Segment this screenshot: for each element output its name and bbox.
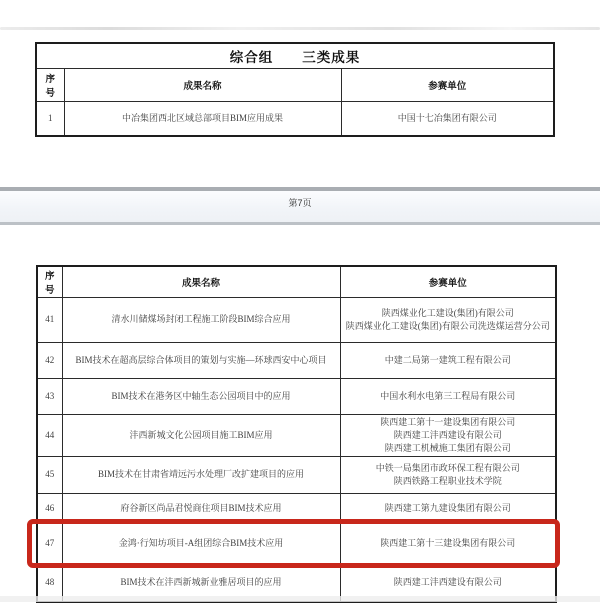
- unit-line: 中国十七冶集团有限公司: [397, 112, 497, 123]
- unit-cell: [340, 457, 556, 494]
- table-row: [37, 379, 556, 415]
- column-header-result-name: 成果名称: [62, 266, 340, 298]
- unit-line: 陕西煤业化工建设(集团)有限公司: [381, 307, 514, 318]
- page-number-label: 第7页: [288, 198, 312, 208]
- unit-cell: [340, 298, 556, 343]
- unit-line: 陕西建工第十一建设集团有限公司: [380, 417, 516, 427]
- unit-line: 陕西建工沣西建设有限公司: [393, 430, 502, 441]
- result-name-cell: 金鸿·行知坊项目-A组团综合BIM技术应用: [62, 524, 340, 564]
- unit-line: 陕西铁路工程职业技术学院: [393, 476, 502, 487]
- row-index-cell: 46: [37, 494, 62, 524]
- unit-cell: [340, 524, 556, 564]
- page-bottom-edge: [0, 596, 600, 602]
- unit-cell: [340, 494, 556, 524]
- unit-cell: [341, 102, 554, 136]
- column-header-unit: 参赛单位: [340, 266, 556, 298]
- unit-line: 陕西建工第十三建设集团有限公司: [380, 538, 516, 549]
- column-header-index: 序号: [36, 69, 64, 102]
- row-index-cell: 1: [36, 102, 64, 136]
- unit-line: 陕西建工沣西建设有限公司: [393, 576, 502, 587]
- table-body: [36, 102, 554, 136]
- unit-line: 陕西煤业化工建设(集团)有限公司洗选煤运营分公司: [345, 321, 550, 331]
- unit-line: 中铁一局集团市政环保工程有限公司: [375, 463, 520, 474]
- table-header-row: [36, 69, 554, 102]
- unit-cell: [340, 379, 556, 415]
- unit-line: 中国水利水电第三工程局有限公司: [380, 390, 516, 401]
- result-name-cell: 清水川储煤场封闭工程施工阶段BIM综合应用: [62, 298, 340, 343]
- result-name-cell: 府谷新区尚品君悦商住项目BIM技术应用: [62, 494, 340, 524]
- row-index-cell: 47: [37, 524, 62, 564]
- scan-artifact-line: [0, 27, 600, 30]
- unit-line: 中建二局第一建筑工程有限公司: [384, 354, 511, 365]
- row-index-cell: 45: [37, 457, 62, 494]
- row-index-cell: 48: [37, 564, 62, 602]
- table-row: [37, 457, 556, 494]
- column-header-unit: 参赛单位: [341, 69, 554, 102]
- row-index-cell: 43: [37, 379, 62, 415]
- table-row: [37, 494, 556, 524]
- table-row: [37, 524, 556, 564]
- results-table-bottom: [36, 265, 557, 603]
- table-header-row: [37, 266, 556, 298]
- table-row: [37, 343, 556, 379]
- table-row: [36, 102, 554, 136]
- unit-cell: [340, 415, 556, 457]
- table-body: [37, 298, 556, 602]
- result-name-cell: 沣西新城文化公园项目施工BIM应用: [62, 415, 340, 457]
- unit-line: 陕西建工机械施工集团有限公司: [384, 443, 511, 454]
- result-name-cell: BIM技术在港务区中轴生态公园项目中的应用: [62, 379, 340, 415]
- table-row: [37, 298, 556, 343]
- row-index-cell: 44: [37, 415, 62, 457]
- page-separator: [0, 187, 600, 225]
- result-name-cell: BIM技术在超高层综合体项目的策划与实施—环球西安中心项目: [62, 343, 340, 379]
- table-title-row: [36, 43, 554, 69]
- unit-cell: [340, 343, 556, 379]
- table-row: [37, 415, 556, 457]
- result-name-cell: BIM技术在甘肃省靖远污水处理厂改扩建项目的应用: [62, 457, 340, 494]
- row-index-cell: 42: [37, 343, 62, 379]
- result-name-cell: BIM技术在沣西新城新业雅居项目的应用: [62, 564, 340, 602]
- results-table-top: [35, 42, 555, 137]
- table-title: 综合组 三类成果: [36, 43, 554, 69]
- column-header-index: 序号: [37, 266, 62, 298]
- column-header-result-name: 成果名称: [64, 69, 341, 102]
- unit-line: 陕西建工第九建设集团有限公司: [384, 503, 511, 514]
- result-name-cell: 中冶集团西北区域总部项目BIM应用成果: [64, 102, 341, 136]
- row-index-cell: 41: [37, 298, 62, 343]
